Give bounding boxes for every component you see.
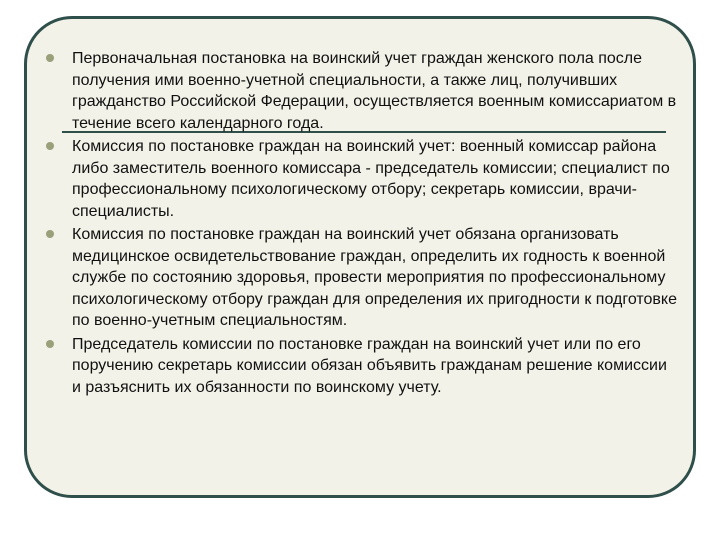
bullet-dot-icon — [46, 340, 54, 348]
bullet-item-1 — [44, 48, 680, 134]
bullet-text-2: Комиссия по постановке граждан на воинский учет: военный комиссар района либо заместитель военного комиссара - председатель комиссии; специалист по профессиональному психологическому отбору; секретарь комиссии, врачи- специалисты. — [72, 138, 670, 220]
bullet-list — [44, 48, 680, 398]
bullet-text-1: Первоначальная постановка на воинский учет граждан женского пола после получения ими военно-учетной специальности, а также лиц, получивших гражданство Российской Федерации, осуществляется военным комиссариатом в течение всего календарного года. — [72, 50, 677, 132]
slide-content — [44, 48, 680, 400]
bullet-item-2 — [44, 136, 680, 222]
bullet-dot-icon — [46, 142, 54, 150]
bullet-dot-icon — [46, 230, 54, 238]
bullet-text-3: Комиссия по постановке граждан на воинский учет обязана организовать медицинское освидетельствование граждан, определить их годность к военной службе по состоянию здоровья, провести мероприятия по профессиональному психологическому отбору граждан для определения их пригодности к подготовке по военно-учетным специальностям. — [72, 226, 677, 329]
bullet-item-4 — [44, 334, 680, 399]
bullet-item-3 — [44, 224, 680, 332]
bullet-text-4: Председатель комиссии по постановке граждан на воинский учет или по его поручению секретарь комиссии обязан объявить гражданам решение комиссии и разъяснить их обязанности по воинскому учету. — [72, 335, 667, 396]
bullet-dot-icon — [46, 54, 54, 62]
